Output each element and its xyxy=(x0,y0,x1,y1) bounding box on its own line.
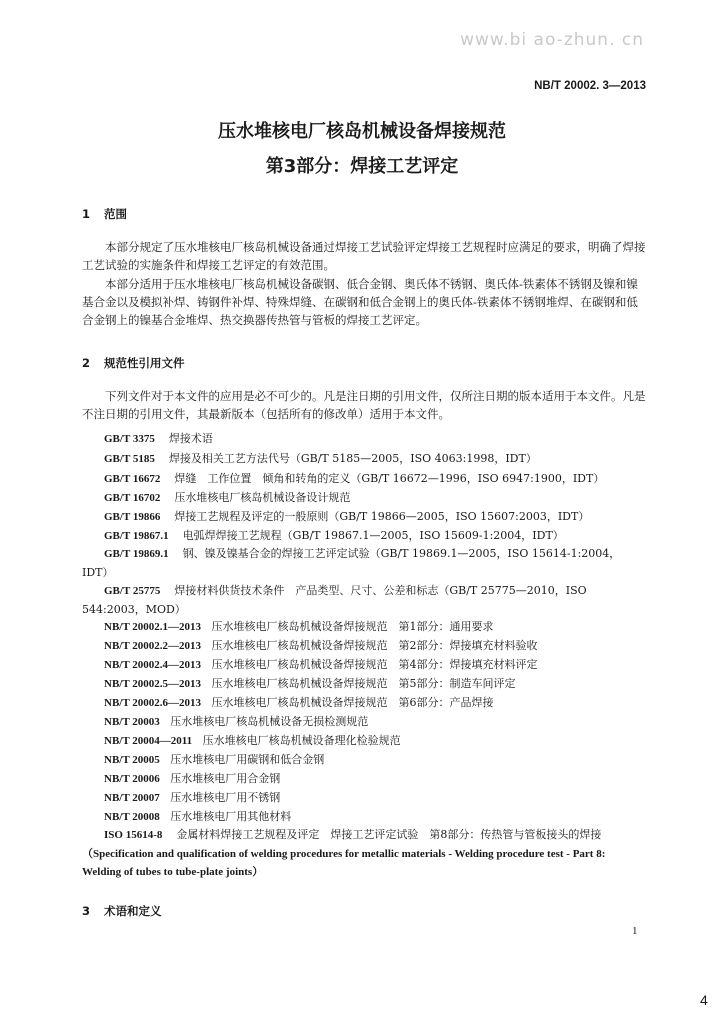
reference-item xyxy=(104,637,646,653)
paragraph-scope-1: 本部分规定了压水堆核电厂核岛机械设备通过焊接工艺试验评定焊接工艺规程时应满足的要求，明确了焊接工艺试验的实施条件和焊接工艺评定的有效范围。 xyxy=(82,240,646,272)
sheet-number: 4 xyxy=(700,992,708,1008)
reference-title: 焊接及相关工艺方法代号（GB/T 5185—2005，ISO 4063:1998，IDT） xyxy=(168,452,537,465)
reference-item xyxy=(104,713,646,729)
reference-item xyxy=(104,732,646,748)
reference-item xyxy=(104,430,646,446)
reference-item xyxy=(104,470,646,486)
reference-title: 压水堆核电厂用碳钢和低合金钢 xyxy=(170,753,325,766)
reference-title: 压水堆核电厂用合金钢 xyxy=(170,772,281,785)
paragraph-scope-2: 本部分适用于压水堆核电厂核岛机械设备碳钢、低合金钢、奥氏体不锈钢、奥氏体-铁素体不锈钢及镍和镍基合金以及模拟补焊、铸钢件补焊、特殊焊缝、在碳钢和低合金钢上的奥氏体-铁素体不锈钢堆焊、在碳钢和低合金钢上的镍基合金堆焊、热交换器传热管与管板的焊接工艺评定。 xyxy=(82,277,638,327)
section-number: 1 xyxy=(82,207,91,221)
reference-item xyxy=(104,675,646,691)
reference-code: GB/T 16702 xyxy=(104,492,161,504)
reference-title: 压水堆核电厂用不锈钢 xyxy=(170,791,281,804)
reference-item xyxy=(82,545,646,581)
reference-title: 焊接工艺规程及评定的一般原则（GB/T 19866—2005，ISO 15607:2003，IDT） xyxy=(174,510,590,523)
reference-item xyxy=(104,618,646,634)
reference-code: NB/T 20004—2011 xyxy=(104,735,193,747)
reference-code: NB/T 20002.5—2013 xyxy=(104,678,201,690)
reference-title: 电弧焊焊接工艺规程（GB/T 19867.1—2005，ISO 15609-1:2004，IDT） xyxy=(182,529,564,542)
reference-title: 金属材料焊接工艺规程及评定 焊接工艺评定试验 第8部分：传热管与管板接头的焊接 xyxy=(176,828,602,841)
reference-item xyxy=(82,582,646,618)
reference-item xyxy=(104,489,646,505)
section-title: 规范性引用文件 xyxy=(104,356,185,370)
reference-code: NB/T 20006 xyxy=(104,773,160,785)
reference-item xyxy=(104,656,646,672)
reference-title: 压水堆核电厂核岛机械设备焊接规范 第2部分：焊接填充材料验收 xyxy=(211,639,538,652)
section-number: 2 xyxy=(82,356,91,370)
reference-title: 焊接材料供货技术条件 产品类型、尺寸、公差和标志（GB/T 25775—2010，ISO 544:2003，MOD） xyxy=(82,584,587,616)
reference-title: 压水堆核电厂核岛机械设备焊接规范 第4部分：焊接填充材料评定 xyxy=(211,658,538,671)
reference-code: GB/T 19869.1 xyxy=(104,548,169,560)
reference-code: NB/T 20002.1—2013 xyxy=(104,621,201,633)
reference-item xyxy=(104,808,646,824)
reference-item xyxy=(104,527,646,543)
reference-title: 焊缝 工作位置 倾角和转角的定义（GB/T 16672—1996，ISO 6947:1900，IDT） xyxy=(174,472,605,485)
reference-code: NB/T 20003 xyxy=(104,716,160,728)
watermark-text: www.bi ao-zhun. cn xyxy=(460,30,644,50)
section-number: 3 xyxy=(82,904,91,918)
reference-code: GB/T 5185 xyxy=(104,453,155,465)
reference-code: GB/T 3375 xyxy=(104,433,155,445)
reference-item xyxy=(104,770,646,786)
section-1-heading xyxy=(82,206,127,222)
reference-item xyxy=(104,751,646,767)
section-3-heading xyxy=(82,903,162,919)
reference-code: NB/T 20002.6—2013 xyxy=(104,697,201,709)
reference-english-title: （Specification and qualification of welding procedures for metallic materials - Welding procedure test - Part 8: Welding of tubes to tube-plate joints） xyxy=(82,847,606,878)
document-title: 压水堆核电厂核岛机械设备焊接规范 xyxy=(218,121,506,142)
reference-code: GB/T 16672 xyxy=(104,473,161,485)
reference-code: GB/T 19867.1 xyxy=(104,530,169,542)
reference-title: 焊接术语 xyxy=(168,432,213,445)
reference-title: 压水堆核电厂核岛机械设备焊接规范 第1部分：通用要求 xyxy=(211,620,494,633)
reference-code: NB/T 20002.4—2013 xyxy=(104,659,201,671)
reference-title: 压水堆核电厂核岛机械设备焊接规范 第5部分：制造车间评定 xyxy=(211,677,516,690)
reference-item xyxy=(104,508,646,524)
reference-item xyxy=(104,789,646,805)
reference-title: 压水堆核电厂用其他材料 xyxy=(170,810,292,823)
reference-item xyxy=(104,450,646,466)
standard-number: NB/T 20002. 3—2013 xyxy=(534,80,646,92)
section-title: 术语和定义 xyxy=(104,904,162,918)
reference-code: GB/T 25775 xyxy=(104,585,161,597)
section-2-heading xyxy=(82,355,185,371)
reference-code: NB/T 20002.2—2013 xyxy=(104,640,201,652)
reference-code: GB/T 19866 xyxy=(104,511,161,523)
reference-title: 压水堆核电厂核岛机械设备无损检测规范 xyxy=(170,715,369,728)
page-number: 1 xyxy=(632,925,638,937)
reference-item xyxy=(82,826,646,882)
reference-title: 钢、镍及镍基合金的焊接工艺评定试验（GB/T 19869.1—2005，ISO 15614-1:2004，IDT） xyxy=(82,547,621,579)
reference-title: 压水堆核电厂核岛机械设备设计规范 xyxy=(174,491,351,504)
reference-code: ISO 15614-8 xyxy=(104,829,163,841)
reference-code: NB/T 20005 xyxy=(104,754,160,766)
reference-title: 压水堆核电厂核岛机械设备理化检验规范 xyxy=(202,734,401,747)
reference-item xyxy=(104,694,646,710)
section-title: 范围 xyxy=(104,207,127,221)
reference-code: NB/T 20007 xyxy=(104,792,160,804)
document-subtitle: 第3部分：焊接工艺评定 xyxy=(265,156,459,177)
paragraph-references-intro: 下列文件对于本文件的应用是必不可少的。凡是注日期的引用文件，仅所注日期的版本适用于本文件。凡是不注日期的引用文件，其最新版本（包括所有的修改单）适用于本文件。 xyxy=(82,389,646,421)
reference-title: 压水堆核电厂核岛机械设备焊接规范 第6部分：产品焊接 xyxy=(211,696,494,709)
reference-code: NB/T 20008 xyxy=(104,811,160,823)
